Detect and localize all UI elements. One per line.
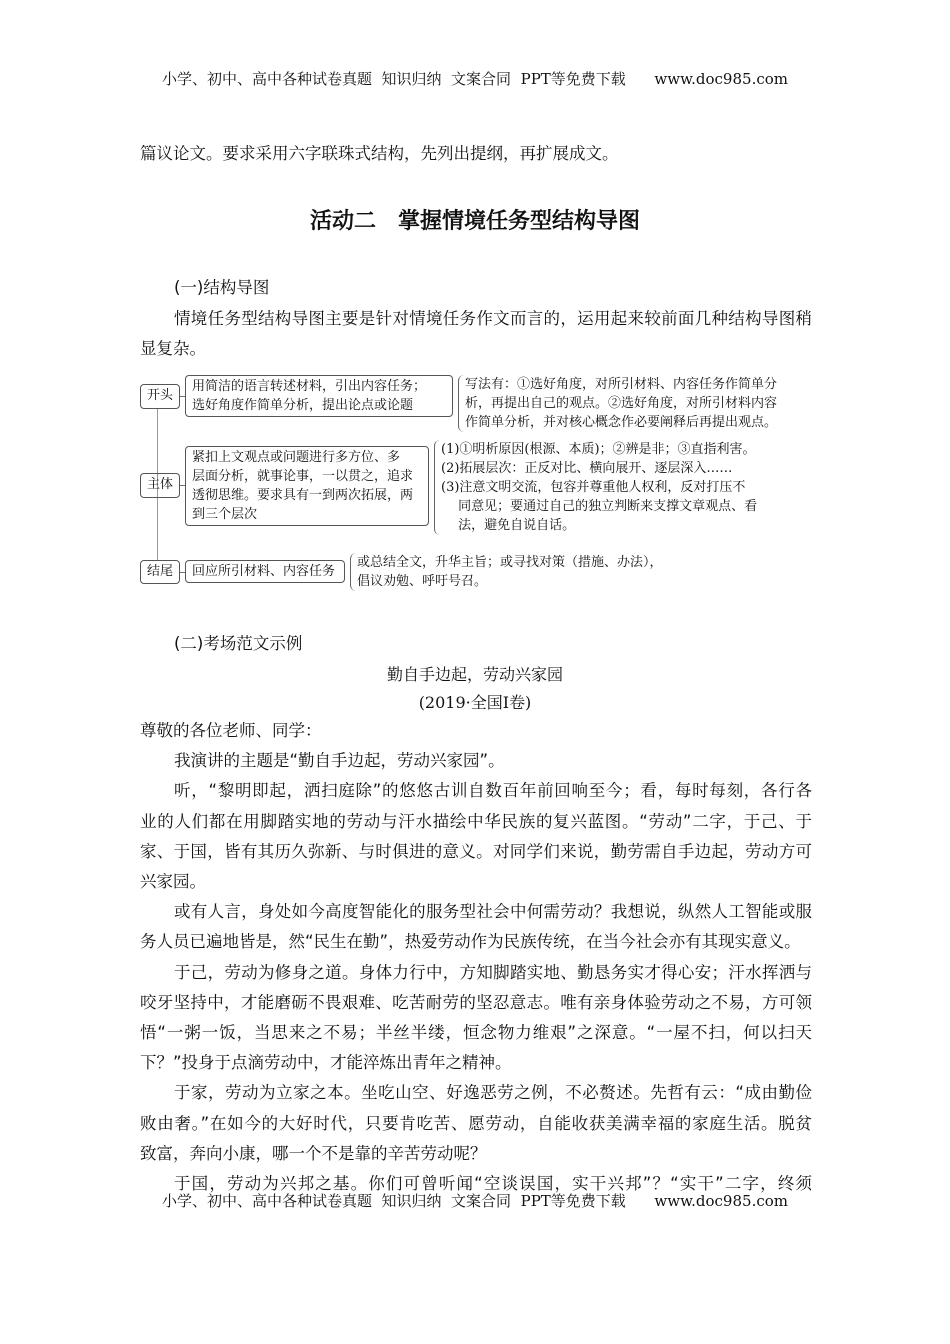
diagram-text-line: 或总结全文，升华主旨；或寻找对策（措施、办法）， xyxy=(357,555,663,570)
essay-line: 咬牙坚持中，才能磨砺不畏艰难、吃苦耐劳的坚忍意志。唯有亲身体验劳动之不易，方可领 xyxy=(140,992,812,1012)
paragraph-line: 显复杂。 xyxy=(140,339,206,358)
ending-box xyxy=(185,560,345,583)
essay-line: 或有人言，身处如今高度智能化的服务型社会中何需劳动？我想说，纵然人工智能或服 xyxy=(174,902,812,922)
diagram-text-line: 透彻思维。要求具有一到两次拓展，两 xyxy=(192,488,414,503)
essay-line: 于己，劳动为修身之道。身体力行中，方知脚踏实地、勤恳务实才得心安；汗水挥洒与 xyxy=(174,962,812,982)
essay-title: 勤自手边起，劳动兴家园 xyxy=(386,665,563,684)
diagram-text-line: 选好角度作简单分析，提出论点或论题 xyxy=(192,398,414,413)
opening-box xyxy=(185,375,453,417)
body-box xyxy=(185,446,429,526)
diagram-text-line: 回应所引材料、内容任务 xyxy=(192,564,336,579)
diagram-text-line: (2)拓展层次：正反对比、横向展开、逐层深入…… xyxy=(441,461,733,476)
node-body: 主体 xyxy=(140,473,180,498)
essay-source: (2019·全国Ⅰ卷) xyxy=(418,693,532,712)
diagram-text-line: 到三个层次 xyxy=(192,507,258,522)
diagram-text-line: 作简单分析，并对核心概念作必要阐释后再提出观点。 xyxy=(465,415,778,430)
diagram-text-line: 同意见；要通过自己的独立判断来支撑文章观点、看 xyxy=(441,499,758,514)
opening-note xyxy=(458,375,777,432)
essay-line: 致富，奔向小康，哪一个不是靠的辛苦劳动呢？ xyxy=(140,1143,487,1163)
paragraph-line: 情境任务型结构导图主要是针对情境任务作文而言的，运用起来较前面几种结构导图稍 xyxy=(174,309,812,328)
part1-heading: (一)结构导图 xyxy=(174,278,270,297)
diagram-text-line: 倡议劝勉、呼吁号召。 xyxy=(357,574,488,589)
section-title: 活动二 掌握情境任务型结构导图 xyxy=(309,208,640,234)
part2-heading: (二)考场范文示例 xyxy=(174,634,303,653)
essay-line: 于家，劳动为立家之本。坐吃山空、好逸恶劳之例，不必赘述。先哲有云：“成由勤俭 xyxy=(174,1083,812,1103)
essay-line: 败由奢。”在如今的大好时代，只要肯吃苦、愿劳动，自能收获美满幸福的家庭生活。脱贫 xyxy=(140,1113,812,1133)
essay-line: 尊敬的各位老师、同学： xyxy=(140,721,322,740)
essay-line: 务人员已遍地皆是，然“民生在勤”，热爱劳动作为民族传统，在当今社会亦有其现实意义。 xyxy=(140,932,801,952)
page-header: 小学、初中、高中各种试卷真题 知识归纳 文案合同 PPT等免费下载 www.doc985.com xyxy=(161,70,788,88)
essay-line: 兴家园。 xyxy=(140,872,206,891)
essay-line: 我演讲的主题是“勤自手边起，劳动兴家园”。 xyxy=(174,751,505,771)
node-ending: 结尾 xyxy=(140,560,180,584)
page-footer: 小学、初中、高中各种试卷真题 知识归纳 文案合同 PPT等免费下载 www.doc985.com xyxy=(161,1192,788,1210)
essay-line: 业的人们都在用脚踏实地的劳动与汗水描绘中华民族的复兴蓝图。“劳动”二字，于己、于 xyxy=(140,811,812,831)
essay-line: 下？”投身于点滴劳动中，才能淬炼出青年之精神。 xyxy=(140,1053,512,1073)
diagram-text-line: 写法有：①选好角度，对所引材料、内容任务作简单分 xyxy=(465,377,778,392)
diagram-text-line: 用简洁的语言转述材料，引出内容任务； xyxy=(192,379,427,394)
node-opening: 开头 xyxy=(140,384,180,409)
essay-line: 听，“黎明即起，洒扫庭除”的悠悠古训自数百年前回响至今；看，每时每刻，各行各 xyxy=(174,781,812,801)
ending-note xyxy=(350,553,663,591)
diagram-text-line: 析，再提出自己的观点。②选好角度，对所引材料内容 xyxy=(465,396,778,411)
diagram-text-line: (1)①明析原因(根源、本质)；②辨是非；③直指利害。 xyxy=(441,442,756,457)
diagram-text-line: 紧扣上文观点或问题进行多方位、多 xyxy=(192,450,401,465)
intro-line: 篇议论文。要求采用六字联珠式结构，先列出提纲，再扩展成文。 xyxy=(140,144,619,163)
diagram-text-line: 层面分析，就事论事，一以贯之，追求 xyxy=(192,469,414,484)
essay-line: 于国，劳动为兴邦之基。你们可曾听闻“空谈误国，实干兴邦”？“实干”二字，终须 xyxy=(174,1174,812,1193)
essay-line: 悟“一粥一饭，当思来之不易；半丝半缕，恒念物力维艰”之深意。“一屋不扫，何以扫天 xyxy=(140,1023,812,1042)
diagram-text-line: (3)注意文明交流，包容并尊重他人权利，反对打压不 xyxy=(441,480,746,495)
diagram-text-line: 法，避免自说自话。 xyxy=(441,518,576,533)
essay-line: 家、于国，皆有其历久弥新、与时俱进的意义。对同学们来说，勤劳需自手边起，劳动方可 xyxy=(140,841,812,861)
body-note xyxy=(434,440,757,535)
